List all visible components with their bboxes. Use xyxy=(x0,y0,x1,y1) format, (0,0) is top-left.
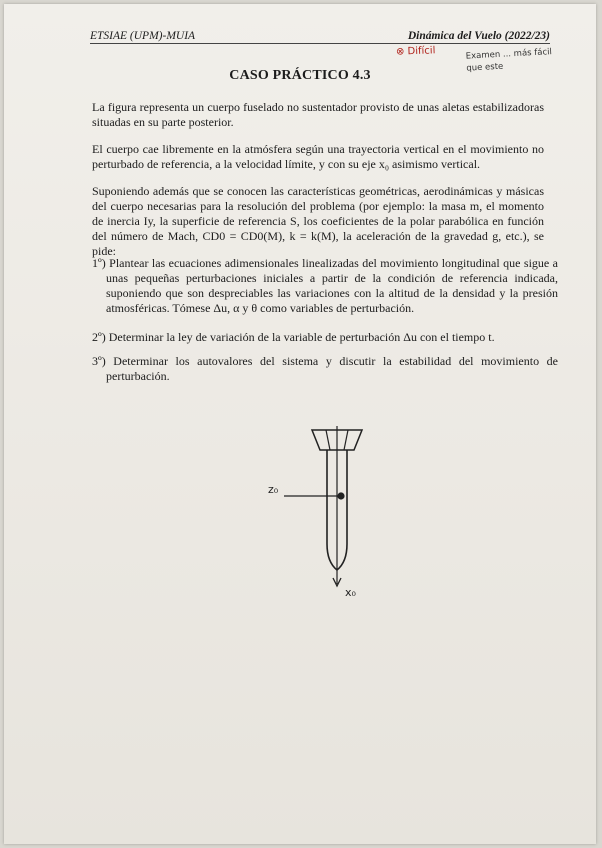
paragraph-assumptions: Suponiendo además que se conocen las características geométricas, aerodinámicas y másicas del cuerpo necesarias para la resolución del problema (por ejemplo: la masa m, el momento de inercia Iy, la superficie de referencia S, los coeficientes de la polar parabólica en función del número de Mach, CD0 = CD0(M), k = k(M), la aceleración de la gravedad g, etc.), se pide: xyxy=(92,184,544,258)
fuselage-diagram xyxy=(254,424,394,604)
handwritten-difficulty-note: ⊗ Difícil xyxy=(395,45,436,58)
fin-line-left xyxy=(326,430,330,450)
question-2: 2º) Determinar la ley de variación de la variable de perturbación Δu con el tiempo t. xyxy=(92,330,495,344)
document-page xyxy=(4,4,596,844)
question-1: 1º) Plantear las ecuaciones adimensionales linealizadas del movimiento longitudinal que sigue a unas pequeñas perturbaciones iniciales a partir de la condición de referencia indicada, suponiendo que son despreciables las variaciones con la altitud de la densidad y la presión atmosféricas. Tómese Δu, α y θ como variables de perturbación. xyxy=(92,256,558,315)
x-axis-label: x₀ xyxy=(345,586,356,599)
page-header xyxy=(90,30,550,44)
z-axis-label: z₀ xyxy=(268,483,279,496)
header-subject: Dinámica del Vuelo (2022/23) xyxy=(407,30,550,42)
center-of-gravity-marker xyxy=(337,492,344,499)
question-3: 3º) Determinar los autovalores del sistema y discutir la estabilidad del movimiento de perturbación. xyxy=(92,354,558,383)
body-figure xyxy=(254,424,394,609)
handwritten-exam-note: Examen ... más fácil que este xyxy=(465,47,553,74)
paragraph-intro: La figura representa un cuerpo fuselado no sustentador provisto de unas aletas estabilizadoras situadas en su parte posterior. xyxy=(92,100,544,129)
header-course: ETSIAE (UPM)-MUIA xyxy=(90,30,196,42)
paragraph-reference-motion: El cuerpo cae libremente en la atmósfera según una trayectoria vertical en el movimiento no perturbado de referencia, a la velocidad límite, y con su eje x₀ asimismo vertical. xyxy=(92,142,544,171)
fin-line-right xyxy=(344,430,348,450)
page-title: CASO PRÁCTICO 4.3 xyxy=(229,68,371,83)
